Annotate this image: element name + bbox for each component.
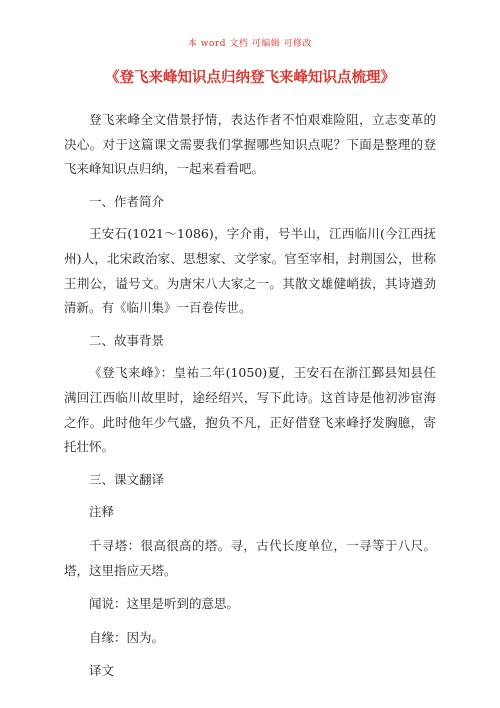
notes-label: 注释 xyxy=(89,504,115,520)
translation-label: 译文 xyxy=(89,663,115,679)
header-note: 本 word 文档 可编辑 可修改 xyxy=(187,39,313,49)
document-title: 《登飞来峰知识点归纳登飞来峰知识点梳理》 xyxy=(105,70,395,86)
background-paragraph: 《登飞来峰》：皇祐二年(1050)夏，王安石在浙江鄞县知县任满回江西临川故里时，途经绍兴，写下此诗。这首诗是他初涉宦海之作。此时他年少气盛，抱负不凡，正好借登飞来峰抒发胸臆，寄托壮怀。 xyxy=(64,365,436,455)
document-body xyxy=(64,108,436,693)
author-paragraph: 王安石(1021～1086)，字介甫，号半山，江西临川(今江西抚州)人，北宋政治家、思想家、文学家。官至宰相，封荆国公，世称王荆公，谥号文。为唐宋八大家之一。其散文雄健峭拔，其诗遒劲清新。有《临川集》一百卷传世。 xyxy=(64,226,436,316)
intro-paragraph: 登飞来峰全文借景抒情，表达作者不怕艰难险阻，立志变革的决心。对于这篇课文需要我们掌握哪些知识点呢？下面是整理的登飞来峰知识点归纳，一起来看看吧。 xyxy=(64,112,436,177)
note-qianxunta: 千寻塔：很高很高的塔。寻，古代长度单位，一寻等于八尺。塔，这里指应天塔。 xyxy=(64,537,436,578)
note-wenshuo: 闻说：这里是听到的意思。 xyxy=(89,596,240,612)
section-heading-background: 二、故事背景 xyxy=(89,332,165,348)
section-heading-translation: 三、课文翻译 xyxy=(89,471,165,487)
section-heading-author: 一、作者简介 xyxy=(89,193,165,209)
note-ziyuan: 自缘：因为。 xyxy=(89,629,165,645)
